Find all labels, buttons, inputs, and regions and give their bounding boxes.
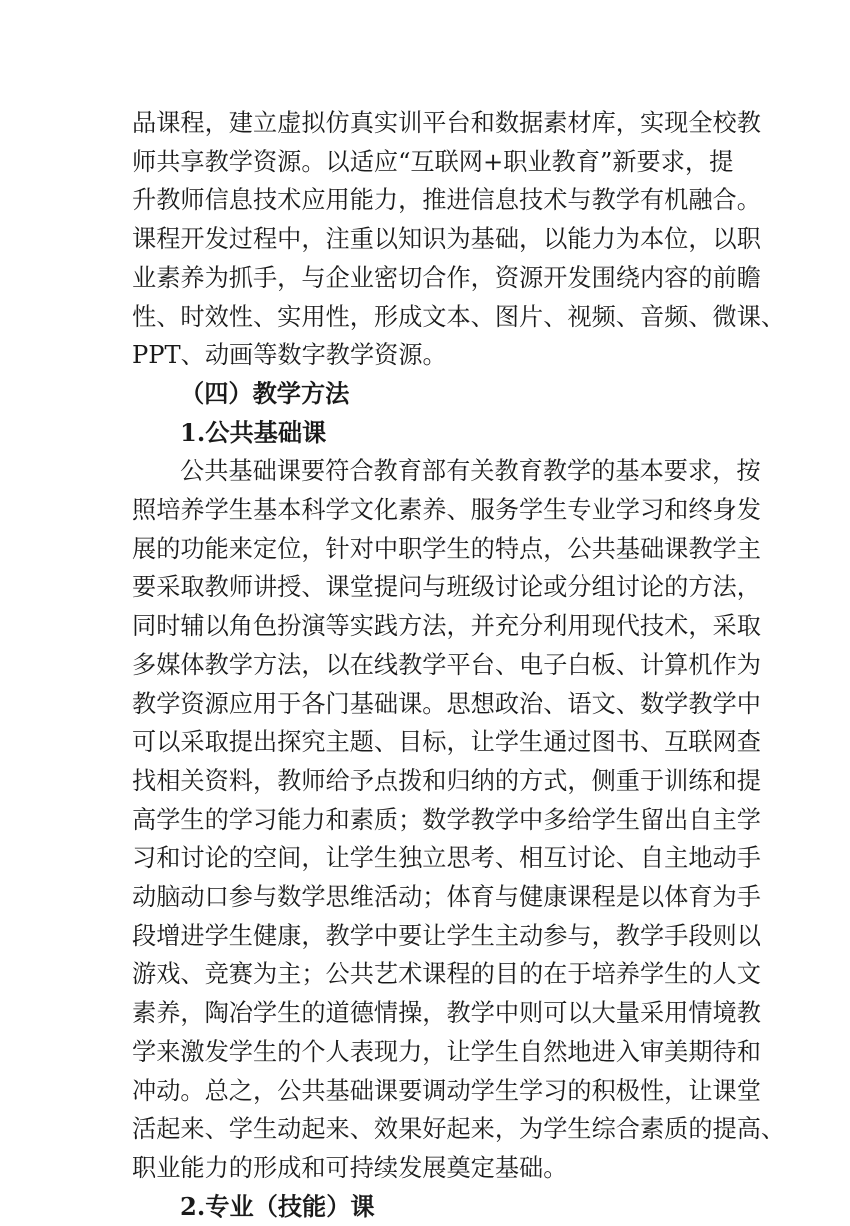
text-line: 性、时效性、实用性，形成文本、图片、视频、音频、微课、 bbox=[132, 302, 786, 331]
text-line: 课程开发过程中，注重以知识为基础，以能力为本位，以职 bbox=[132, 225, 761, 254]
paragraph-digital-resources bbox=[132, 104, 786, 375]
text-line: 公共基础课要符合教育部有关教育教学的基本要求，按 bbox=[180, 457, 761, 486]
text-line: 活起来、学生动起来、效果好起来，为学生综合素质的提高、 bbox=[132, 1115, 786, 1144]
text-line: 职业能力的形成和可持续发展奠定基础。 bbox=[132, 1153, 568, 1182]
subheading-public-courses: 1.公共基础课 bbox=[180, 417, 327, 447]
text-line: 升教师信息技术应用能力，推进信息技术与教学有机融合。 bbox=[132, 186, 761, 215]
text-line: PPT、动画等数字教学资源。 bbox=[132, 341, 447, 370]
text-line: 学来激发学生的个人表现力，让学生自然地进入审美期待和 bbox=[132, 1037, 761, 1066]
text-line: 业素养为抓手，与企业密切合作，资源开发围绕内容的前瞻 bbox=[132, 263, 761, 292]
text-line: 多媒体教学方法，以在线教学平台、电子白板、计算机作为 bbox=[132, 650, 761, 679]
paragraph-public-courses bbox=[132, 452, 786, 1187]
text-line: 师共享教学资源。以适应“互联网+职业教育”新要求，提 bbox=[132, 147, 734, 176]
text-line: 游戏、竞赛为主；公共艺术课程的目的在于培养学生的人文 bbox=[132, 960, 761, 989]
text-line: 品课程，建立虚拟仿真实训平台和数据素材库，实现全校教 bbox=[132, 109, 761, 137]
text-line: 段增进学生健康，教学中要让学生主动参与，教学手段则以 bbox=[132, 921, 761, 950]
section-heading: （四）教学方法 bbox=[180, 378, 350, 408]
text-line: 同时辅以角色扮演等实践方法，并充分利用现代技术，采取 bbox=[132, 612, 761, 641]
text-line: 要采取教师讲授、课堂提问与班级讨论或分组讨论的方法， bbox=[132, 573, 761, 602]
text-line: 展的功能来定位，针对中职学生的特点，公共基础课教学主 bbox=[132, 534, 761, 563]
text-line: 教学资源应用于各门基础课。思想政治、语文、数学教学中 bbox=[132, 689, 761, 718]
subheading-professional-courses: 2.专业（技能）课 bbox=[180, 1191, 375, 1221]
text-line: 高学生的学习能力和素质；数学教学中多给学生留出自主学 bbox=[132, 805, 761, 834]
text-line: 素养，陶冶学生的道德情操，教学中则可以大量采用情境教 bbox=[132, 999, 761, 1028]
text-line: 可以采取提出探究主题、目标，让学生通过图书、互联网查 bbox=[132, 728, 761, 757]
text-line: 冲动。总之，公共基础课要调动学生学习的积极性，让课堂 bbox=[132, 1076, 761, 1105]
text-line: 照培养学生基本科学文化素养、服务学生专业学习和终身发 bbox=[132, 496, 761, 525]
text-line: 找相关资料，教师给予点拨和归纳的方式，侧重于训练和提 bbox=[132, 766, 761, 795]
text-line: 动脑动口参与数学思维活动；体育与健康课程是以体育为手 bbox=[132, 883, 761, 912]
text-line: 习和讨论的空间，让学生独立思考、相互讨论、自主地动手 bbox=[132, 844, 761, 873]
